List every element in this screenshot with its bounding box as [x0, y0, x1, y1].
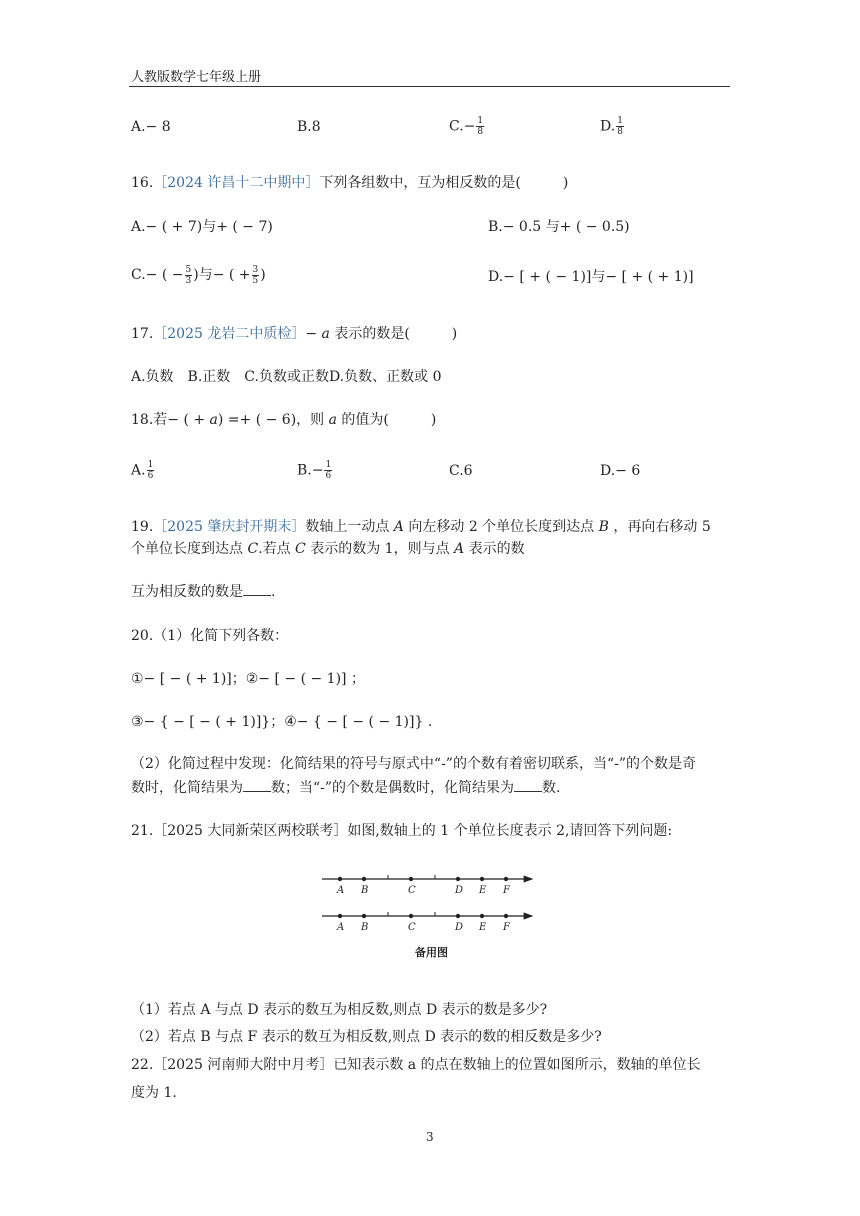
header-divider — [129, 86, 730, 87]
q21-stem: 21.［2025 大同新荣区两校联考］如图,数轴上的 1 个单位长度表示 2,请回答下列问题: — [131, 823, 673, 839]
q16-option-d: D.− [ + ( − 1)]与− [ + ( + 1)] — [488, 269, 694, 285]
q20-part2-line2: 数时，化简结果为 数；当“-”的个数是偶数时，化简结果为 数. — [131, 780, 561, 796]
q16-stem: 16.［2024 许昌十二中期中］下列各组数中，互为相反数的是( ) — [131, 175, 569, 191]
q16-option-c: C.− ( − $\frac{5}{3}$ )与− ( + $\frac{3}{5}$ ) — [131, 264, 266, 286]
q20-title: 20.（1）化简下列各数： — [131, 628, 289, 644]
point-label-b: B — [361, 922, 369, 933]
q18-stem: 18.若− ( + 𝑎) =+ ( − 6)，则 𝑎 的值为( ) — [131, 412, 437, 428]
q19-source: ［2025 肇庆封开期末］ — [153, 519, 306, 535]
q16-option-b: B.− 0.5 与+ ( − 0.5) — [488, 219, 630, 235]
point-label-a: A — [337, 922, 345, 933]
q15-option-b: B.8 — [297, 119, 321, 135]
q18-option-d: D.− 6 — [600, 463, 641, 479]
q20-answer-blank-1[interactable] — [243, 779, 271, 792]
q20-row1: ①− [ − ( + 1)]；②− [ − ( − 1)] ； — [131, 671, 365, 687]
q15-option-c: C.− $\frac{1}{8}$ — [449, 116, 484, 137]
q20-part2-line1: （2）化简过程中发现：化简结果的符号与原式中“-”的个数有着密切联系，当“-”的个数是奇 — [131, 756, 696, 772]
q15-option-d: D. $\frac{1}{8}$ — [600, 116, 623, 137]
point-c — [409, 877, 413, 881]
q15-option-a: A.− 8 — [131, 119, 171, 135]
point-d — [456, 914, 460, 918]
q22-line1: 22.［2025 河南师大附中月考］已知表示数 a 的点在数轴上的位置如图所示，数轴的单位长 — [131, 1057, 701, 1073]
q21-sub1: （1）若点 A 与点 D 表示的数互为相反数,则点 D 表示的数是多少? — [131, 1002, 548, 1018]
point-d — [456, 877, 460, 881]
q18-option-b: B.− $\frac{1}{6}$ — [297, 460, 332, 481]
q17-options: A.负数 B.正数 C.负数或正数D.负数、正数或 0 — [131, 369, 442, 385]
q21-number-line-figure — [318, 868, 538, 940]
point-label-c: C — [408, 885, 416, 896]
point-f — [504, 914, 508, 918]
q18-option-a: A. $\frac{1}{6}$ — [131, 460, 154, 481]
q19-line1: 19.［2025 肇庆封开期末］数轴上一动点 𝐴 向左移动 2 个单位长度到达点 𝐵 ，再向右移动 5 — [131, 519, 711, 535]
q21-figure-caption: 备用图 — [415, 946, 448, 959]
page-number: 3 — [426, 1130, 434, 1144]
point-label-c: C — [408, 922, 416, 933]
q19-line2: 个单位长度到达点 𝐶.若点 𝐶 表示的数为 1，则与点 𝐴 表示的数 — [131, 541, 525, 557]
q20-row2: ③− { − [ − ( + 1)]}；④− { − [ − ( − 1)]} . — [131, 714, 433, 730]
q16-source: ［2024 许昌十二中期中］ — [153, 175, 320, 191]
point-label-f: F — [503, 922, 510, 933]
point-label-a: A — [337, 885, 345, 896]
point-a — [338, 914, 342, 918]
point-label-d: D — [455, 885, 464, 896]
q17-stem: 17.［2025 龙岩二中质检］− 𝑎 表示的数是( ) — [131, 326, 458, 342]
q19-answer-blank[interactable] — [243, 583, 271, 596]
point-f — [504, 877, 508, 881]
point-label-f: F — [503, 885, 510, 896]
q20-answer-blank-2[interactable] — [514, 779, 542, 792]
point-label-e: E — [479, 885, 487, 896]
q16-option-a: A.− ( + 7)与+ ( − 7) — [131, 219, 273, 235]
q17-source: ［2025 龙岩二中质检］ — [153, 326, 306, 342]
point-b — [362, 914, 366, 918]
q19-line3: 互为相反数的数是 . — [131, 584, 276, 600]
q22-source: ［2025 河南师大附中月考］ — [153, 1057, 334, 1073]
number-line-1 — [322, 875, 532, 896]
q21-source: ［2025 大同新荣区两校联考］ — [153, 823, 348, 839]
point-e — [480, 877, 484, 881]
q18-option-c: C.6 — [449, 463, 473, 479]
point-label-b: B — [361, 885, 369, 896]
point-label-e: E — [479, 922, 487, 933]
number-line-2 — [322, 912, 532, 933]
point-b — [362, 877, 366, 881]
page-header-title: 人教版数学七年级上册 — [131, 70, 262, 85]
q21-sub2: （2）若点 B 与点 F 表示的数互为相反数,则点 D 表示的数的相反数是多少? — [131, 1029, 602, 1045]
point-a — [338, 877, 342, 881]
point-e — [480, 914, 484, 918]
point-label-d: D — [455, 922, 464, 933]
q22-line2: 度为 1. — [131, 1085, 177, 1101]
point-c — [409, 914, 413, 918]
